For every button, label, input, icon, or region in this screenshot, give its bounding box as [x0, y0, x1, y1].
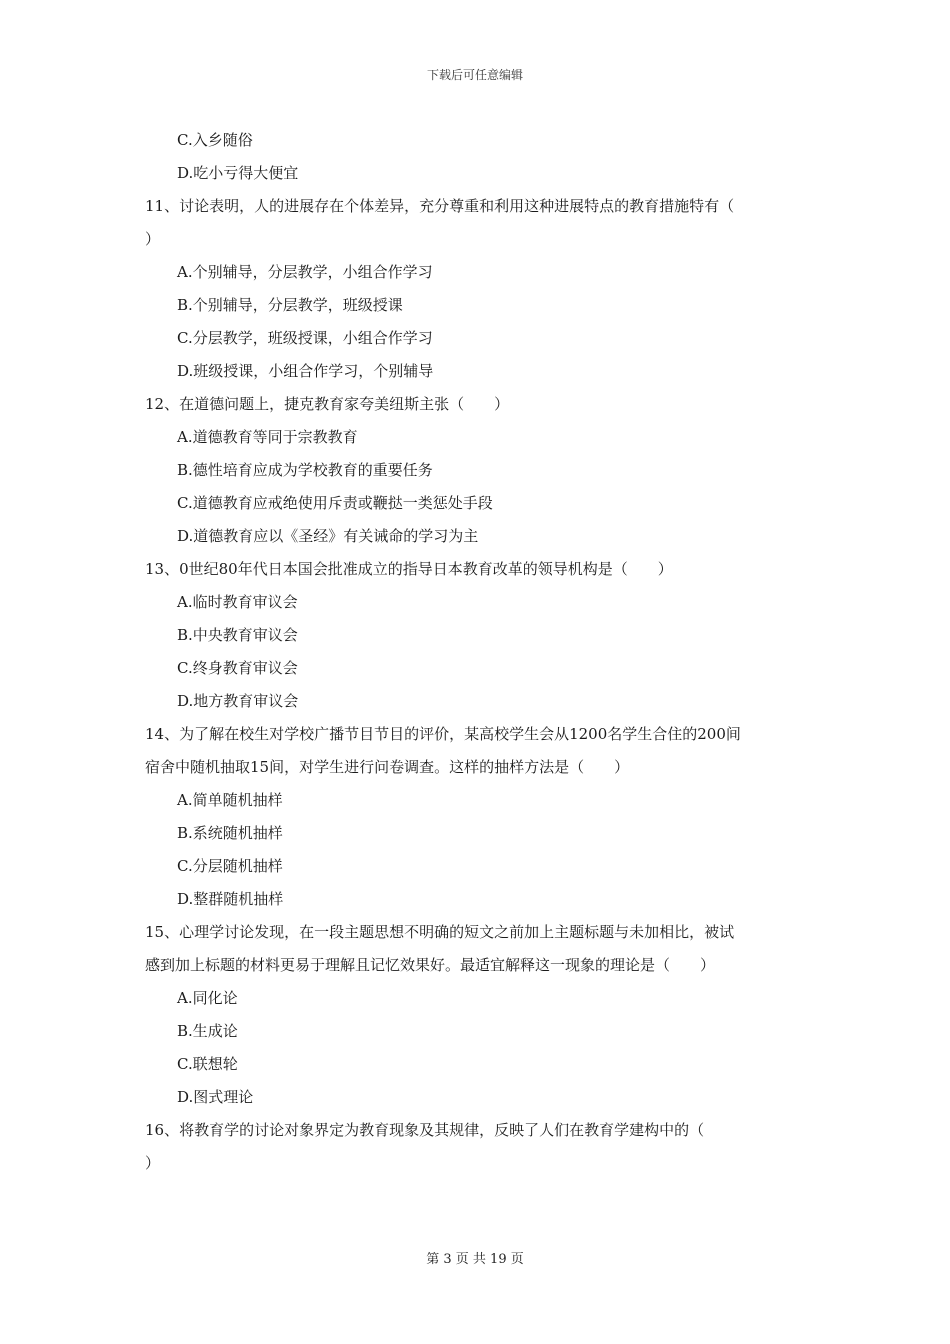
- question-line: 13、0世纪80年代日本国会批准成立的指导日本教育改革的领导机构是（ ）: [145, 560, 673, 578]
- question-continuation: 宿舍中随机抽取15间，对学生进行问卷调查。这样的抽样方法是（ ）: [145, 758, 630, 776]
- question-line: 11、讨论表明，人的进展存在个体差异，充分尊重和利用这种进展特点的教育措施特有（: [145, 197, 735, 215]
- option-line: A.简单随机抽样: [177, 791, 283, 809]
- option-line: B.系统随机抽样: [177, 824, 283, 842]
- question-list: [145, 124, 810, 1180]
- question-line: 16、将教育学的讨论对象界定为教育现象及其规律，反映了人们在教育学建构中的（: [145, 1121, 705, 1139]
- option-line: C.联想轮: [177, 1055, 238, 1073]
- option-line: D.吃小亏得大便宜: [177, 164, 299, 182]
- option-line: D.班级授课，小组合作学习，个别辅导: [177, 362, 434, 380]
- option-line: D.地方教育审议会: [177, 692, 299, 710]
- question-continuation: ）: [145, 1154, 161, 1172]
- question-line: 12、在道德问题上，捷克教育家夸美纽斯主张（ ）: [145, 395, 510, 413]
- option-line: B.德性培育应成为学校教育的重要任务: [177, 461, 433, 479]
- option-line: C.分层随机抽样: [177, 857, 283, 875]
- option-line: C.终身教育审议会: [177, 659, 298, 677]
- option-line: A.道德教育等同于宗教教育: [177, 428, 358, 446]
- option-line: B.生成论: [177, 1022, 238, 1040]
- question-continuation: 感到加上标题的材料更易于理解且记忆效果好。最适宜解释这一现象的理论是（ ）: [145, 956, 716, 974]
- option-line: C.道德教育应戒绝使用斥责或鞭挞一类惩处手段: [177, 494, 493, 512]
- option-line: C.分层教学，班级授课，小组合作学习: [177, 329, 433, 347]
- option-line: B.中央教育审议会: [177, 626, 298, 644]
- page-header: 下载后可任意编辑: [426, 68, 523, 82]
- option-line: D.道德教育应以《圣经》有关诫命的学习为主: [177, 527, 479, 545]
- option-line: D.整群随机抽样: [177, 890, 284, 908]
- option-line: A.同化论: [177, 989, 238, 1007]
- question-line: 14、为了解在校生对学校广播节目节目的评价，某高校学生会从1200名学生合住的200间: [145, 725, 741, 743]
- question-line: 15、心理学讨论发现，在一段主题思想不明确的短文之前加上主题标题与未加相比，被试: [145, 923, 735, 941]
- option-line: C.入乡随俗: [177, 131, 253, 149]
- page-footer: 第 3 页 共 19 页: [426, 1252, 524, 1267]
- option-line: D.图式理论: [177, 1088, 254, 1106]
- option-line: A.临时教育审议会: [177, 593, 298, 611]
- option-line: B.个别辅导，分层教学，班级授课: [177, 296, 403, 314]
- option-line: A.个别辅导，分层教学，小组合作学习: [177, 263, 433, 281]
- question-continuation: ）: [145, 230, 161, 248]
